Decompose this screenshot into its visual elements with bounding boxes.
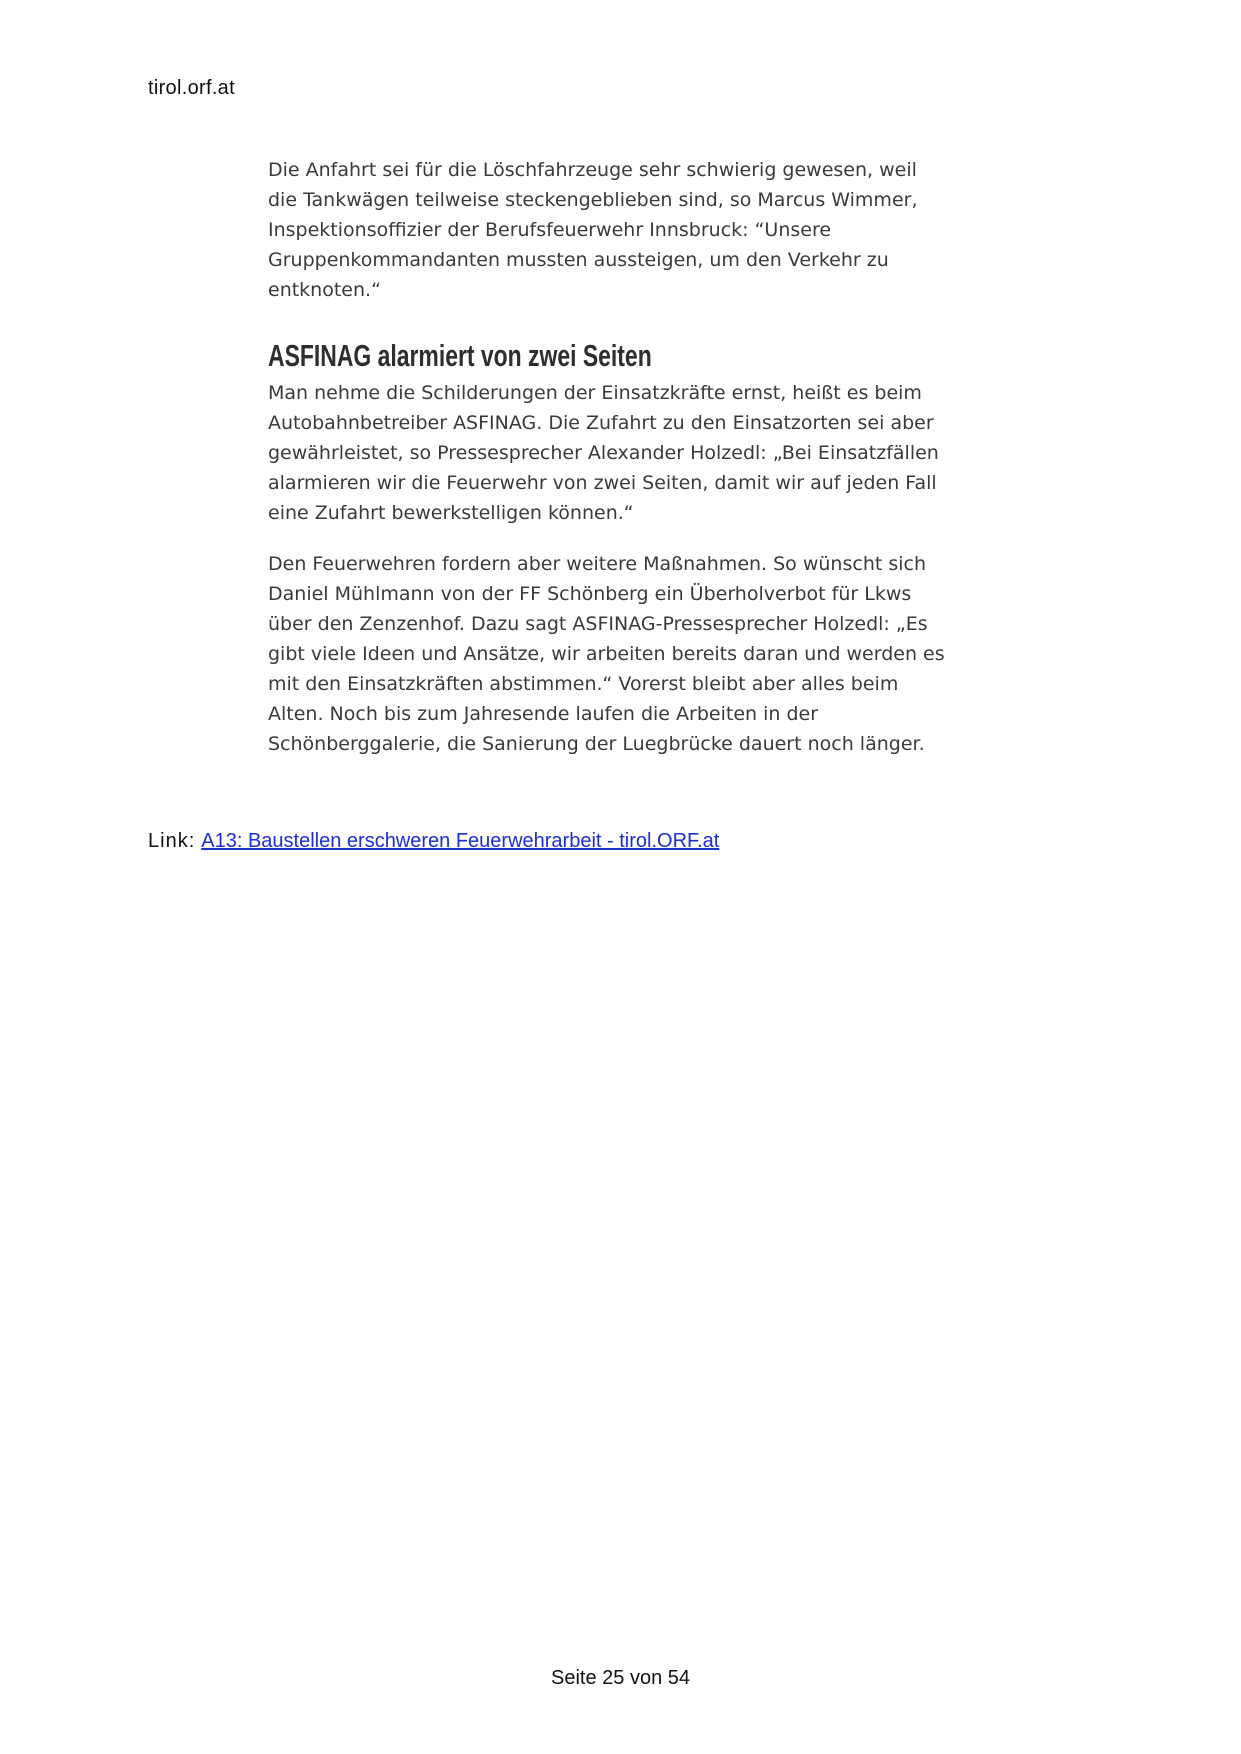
paragraph-line: Schönberggalerie, die Sanierung der Luegbrücke dauert noch länger.: [268, 733, 925, 755]
paragraph-line: gewährleistet, so Pressesprecher Alexander Holzedl: „Bei Einsatzfällen: [268, 442, 939, 464]
source-link[interactable]: A13: Baustellen erschweren Feuerwehrarbeit - tirol.ORF.at: [201, 830, 720, 852]
paragraph-line: Inspektionsoffizier der Berufsfeuerwehr Innsbruck: “Unsere: [268, 219, 832, 241]
paragraph-line: Die Anfahrt sei für die Löschfahrzeuge sehr schwierig gewesen, weil: [268, 159, 917, 181]
paragraph-line: alarmieren wir die Feuerwehr von zwei Seiten, damit wir auf jeden Fall: [268, 472, 937, 494]
paragraph-line: Alten. Noch bis zum Jahresende laufen die Arbeiten in der: [268, 703, 819, 725]
article-paragraph-3: [268, 549, 1008, 759]
link-label: Link:: [148, 830, 196, 852]
paragraph-line: entknoten.“: [268, 279, 381, 301]
source-link-row: [148, 828, 719, 854]
article-paragraph-1: [268, 155, 1008, 305]
page-number: Seite 25 von 54: [551, 1667, 690, 1689]
paragraph-line: die Tankwägen teilweise steckengeblieben sind, so Marcus Wimmer,: [268, 189, 918, 211]
paragraph-line: Man nehme die Schilderungen der Einsatzkräfte ernst, heißt es beim: [268, 382, 922, 404]
paragraph-line: mit den Einsatzkräften abstimmen.“ Vorerst bleibt aber alles beim: [268, 673, 899, 695]
site-header: tirol.orf.at: [148, 77, 235, 99]
article-subheading: ASFINAG alarmiert von zwei Seiten: [268, 338, 652, 373]
paragraph-line: Daniel Mühlmann von der FF Schönberg ein Überholverbot für Lkws: [268, 583, 912, 605]
article-paragraph-2: [268, 378, 1008, 528]
paragraph-line: über den Zenzenhof. Dazu sagt ASFINAG-Pressesprecher Holzedl: „Es: [268, 613, 928, 635]
paragraph-line: Den Feuerwehren fordern aber weitere Maßnahmen. So wünscht sich: [268, 553, 927, 575]
paragraph-line: eine Zufahrt bewerkstelligen können.“: [268, 502, 634, 524]
paragraph-line: Gruppenkommandanten mussten aussteigen, um den Verkehr zu: [268, 249, 889, 271]
paragraph-line: Autobahnbetreiber ASFINAG. Die Zufahrt zu den Einsatzorten sei aber: [268, 412, 934, 434]
paragraph-line: gibt viele Ideen und Ansätze, wir arbeiten bereits daran und werden es: [268, 643, 945, 665]
